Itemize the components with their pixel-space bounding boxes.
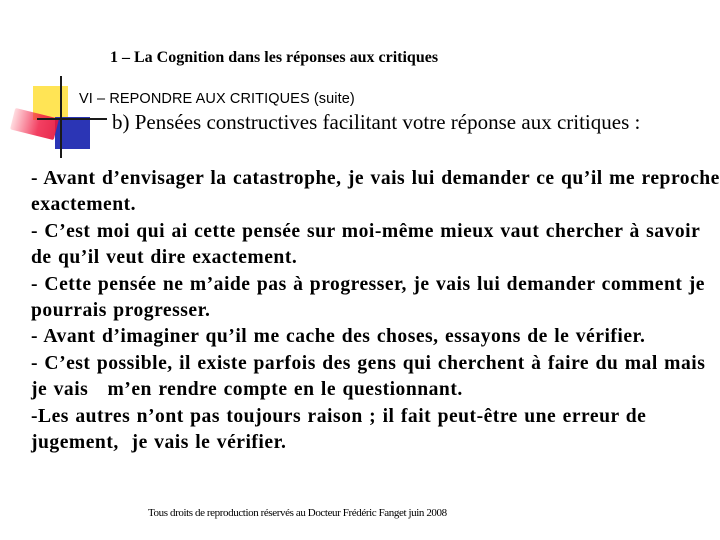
decorative-logo	[0, 0, 110, 170]
copyright-footer: Tous droits de reproduction réservés au Docteur Frédéric Fanget juin 2008	[148, 507, 447, 519]
slide-title: 1 – La Cognition dans les réponses aux critiques	[110, 49, 439, 66]
body-line: -Les autres n’ont pas toujours raison ; il fait peut-être une erreur de jugement, je vais le vérifier.	[31, 405, 653, 454]
body-line: - Avant d’imaginer qu’il me cache des choses, essayons de le vérifier.	[31, 326, 646, 348]
body-line: - Avant d’envisager la catastrophe, je vais lui demander ce qu’il me reproche exactement.	[31, 168, 720, 216]
body-text-list	[31, 166, 720, 456]
body-line: - Cette pensée ne m’aide pas à progresser, je vais lui demander comment je pourrais progresser.	[31, 273, 712, 322]
body-line: - C’est possible, il existe parfois des gens qui cherchent à faire du mal mais je vais m’en rendre compte en le questionnant.	[31, 352, 712, 401]
body-line: - C’est moi qui ai cette pensée sur moi-même mieux vaut chercher à savoir de qu’il veut dire exactement.	[31, 220, 707, 269]
logo-vertical-line	[60, 76, 62, 158]
subtitle: b) Pensées constructives facilitant votre réponse aux critiques :	[112, 110, 641, 134]
section-title: VI – REPONDRE AUX CRITIQUES (suite)	[79, 91, 355, 107]
logo-horizontal-line	[37, 118, 107, 120]
